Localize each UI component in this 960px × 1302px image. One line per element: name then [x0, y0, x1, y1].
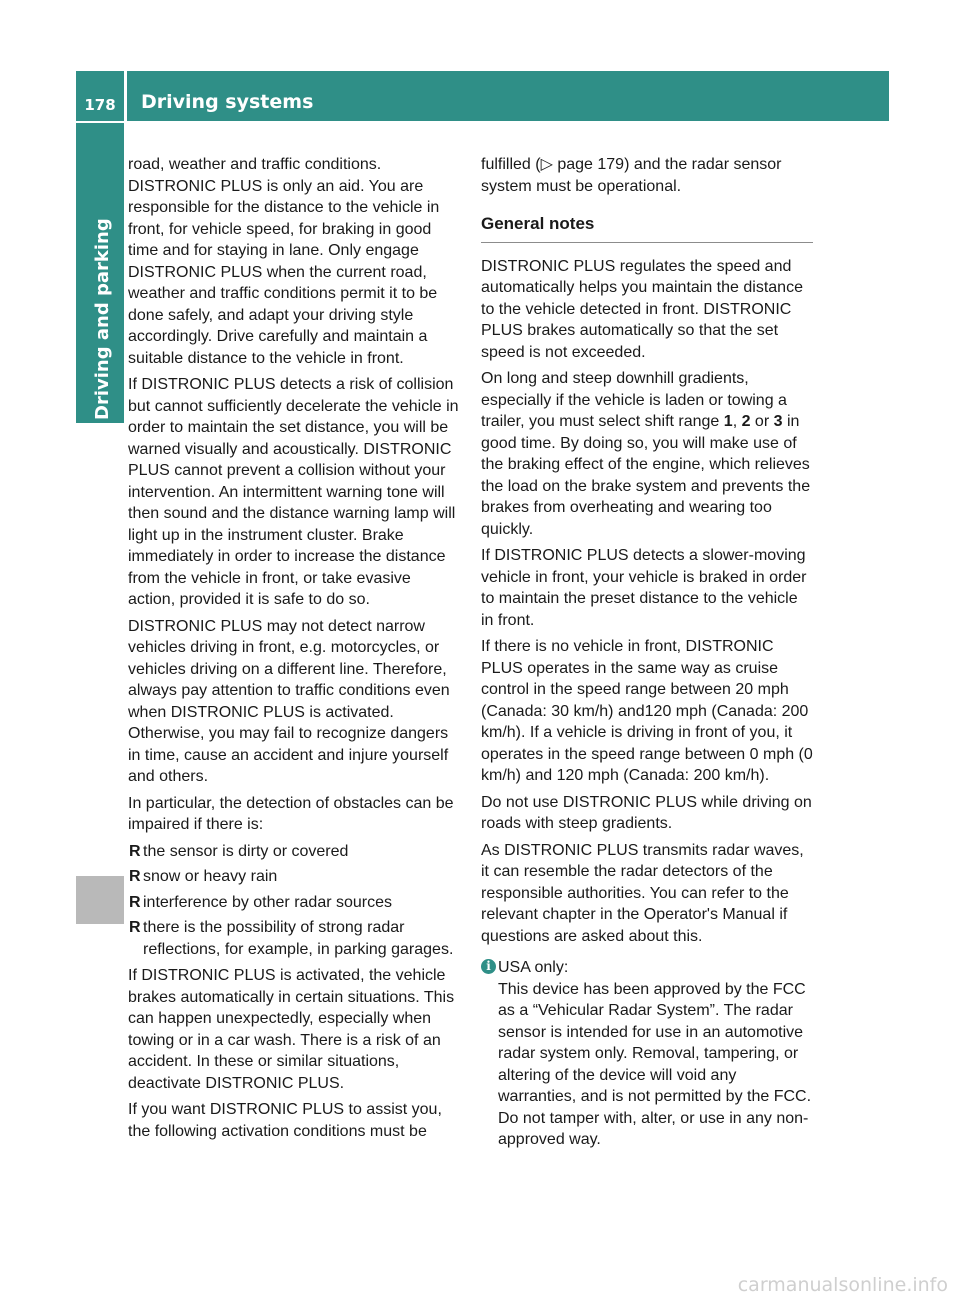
paragraph: DISTRONIC PLUS may not detect narrow vehicles driving in front, e.g. motorcycles, or vehicles driving on a different line. Therefore, always pay attention to traffic conditions even when DISTRONIC PLUS is activated. Otherwise, you may fail to recognize dangers in time, cause an accident and injure yourself and others. — [128, 617, 450, 785]
list-item — [128, 917, 460, 960]
paragraph: If DISTRONIC PLUS is activated, the vehicle brakes automatically in certain situations. This can happen unexpectedly, especially when towing or in a car wash. There is a risk of an accident. In these or similar situations, deactivate DISTRONIC PLUS. — [128, 967, 455, 1092]
chapter-label — [78, 124, 122, 422]
list-item-text: interference by other radar sources — [143, 893, 393, 911]
paragraph — [481, 368, 813, 540]
paragraph — [481, 154, 813, 197]
bullet-icon: R — [129, 893, 141, 911]
paragraph: road, weather and traffic conditions. DISTRONIC PLUS is only an aid. You are responsible for the distance to the vehicle in front, for vehicle speed, for braking in good time and for staying in lane. Only engage DISTRONIC PLUS when the current road, weather and traffic conditions permit it to be done safely, and adapt your driving style accordingly. Drive carefully and maintain a suitable distance to the vehicle in front. — [128, 156, 440, 367]
info-note — [481, 957, 813, 1151]
paragraph: If DISTRONIC PLUS detects a slower-moving vehicle in front, your vehicle is braked in order to maintain the preset distance to the vehicle in front. — [481, 547, 807, 629]
watermark: carmanualsonline.info — [737, 1274, 948, 1296]
paragraph-text: On long and steep downhill gradients, especially if the vehicle is laden or towing a trailer, you must select shift range — [481, 370, 787, 430]
list-item-text: the sensor is dirty or covered — [143, 842, 349, 860]
shift-range-value: 2 — [741, 413, 751, 430]
intro-text: fulfilled ( — [481, 156, 541, 173]
paragraph-text: in good time. By doing so, you will make use of the braking effect of the engine, which relieves the load on the brake system and prevents the brakes from overheating and wearing too quickly. — [481, 413, 811, 538]
list-item — [128, 841, 460, 863]
note-body: This device has been approved by the FCC as a “Vehicular Radar System”. The radar sensor is intended for use in an automotive radar system only. Removal, tampering, or altering of the device will void any warranties, and is not permitted by the FCC. Do not tamper with, alter, or use in any non-approved way. — [498, 980, 812, 1148]
paragraph: If there is no vehicle in front, DISTRONIC PLUS operates in the same way as cruise control in the speed range between 20 mph (Canada: 30 km/h) and120 mph (Canada: 200 km/h). If a vehicle is driving in front of you, it operates in the speed range between 0 mph (0 km/h) and 120 mph (Canada: 200 km/h). — [481, 638, 813, 784]
list-item-text: there is the possibility of strong radar reflections, for example, in parking garages. — [143, 919, 454, 958]
paragraph: If DISTRONIC PLUS detects a risk of collision but cannot sufficiently decelerate the vehicle in order to maintain the set distance, you will be warned visually and acoustically. DISTRONIC PLUS cannot prevent a collision without your intervention. An intermittent warning tone will then sound and the distance warning lamp will light up in the instrument cluster. Brake immediately in order to increase the distance from the vehicle in front, or take evasive action, provided it is safe to do so. — [128, 376, 459, 608]
page-ref-link[interactable]: page 179 — [552, 156, 625, 173]
section-heading: General notes — [481, 213, 813, 243]
bullet-icon: R — [129, 868, 141, 885]
paragraph: As DISTRONIC PLUS transmits radar waves, it can resemble the radar detectors of the responsible authorities. You can refer to the relevant chapter in the Operator's Manual if questions are asked about this. — [481, 841, 804, 945]
obstacle-list — [128, 841, 460, 961]
page-number: 178 — [76, 71, 124, 121]
shift-range-value: 3 — [773, 413, 783, 430]
paragraph: If you want DISTRONIC PLUS to assist you, the following activation conditions must be — [128, 1101, 442, 1140]
paragraph: DISTRONIC PLUS regulates the speed and automatically helps you maintain the distance to the vehicle detected in front. DISTRONIC PLUS brakes automatically so that the set speed is not exceeded. — [481, 257, 803, 361]
page-ref-icon: ▷ — [540, 156, 553, 173]
right-column — [481, 154, 813, 1151]
left-column — [128, 154, 460, 1147]
chapter-label-text: Driving and parking — [92, 218, 113, 420]
shift-range-value: 1 — [723, 413, 733, 430]
paragraph: In particular, the detection of obstacles can be impaired if there is: — [128, 794, 454, 833]
list-item — [128, 866, 460, 888]
paragraph: Do not use DISTRONIC PLUS while driving on roads with steep gradients. — [481, 793, 812, 832]
separator: or — [750, 413, 774, 430]
separator: , — [732, 413, 742, 430]
list-item — [128, 892, 460, 914]
note-title: USA only: — [498, 959, 569, 976]
bullet-icon: R — [129, 919, 141, 936]
chapter-marker — [76, 876, 124, 924]
intro-text: ) and the radar sensor system must be operational. — [481, 156, 782, 195]
info-icon: i — [481, 959, 496, 974]
list-item-text: snow or heavy rain — [143, 868, 278, 885]
bullet-icon: R — [129, 842, 141, 860]
section-title: Driving systems — [127, 71, 889, 121]
